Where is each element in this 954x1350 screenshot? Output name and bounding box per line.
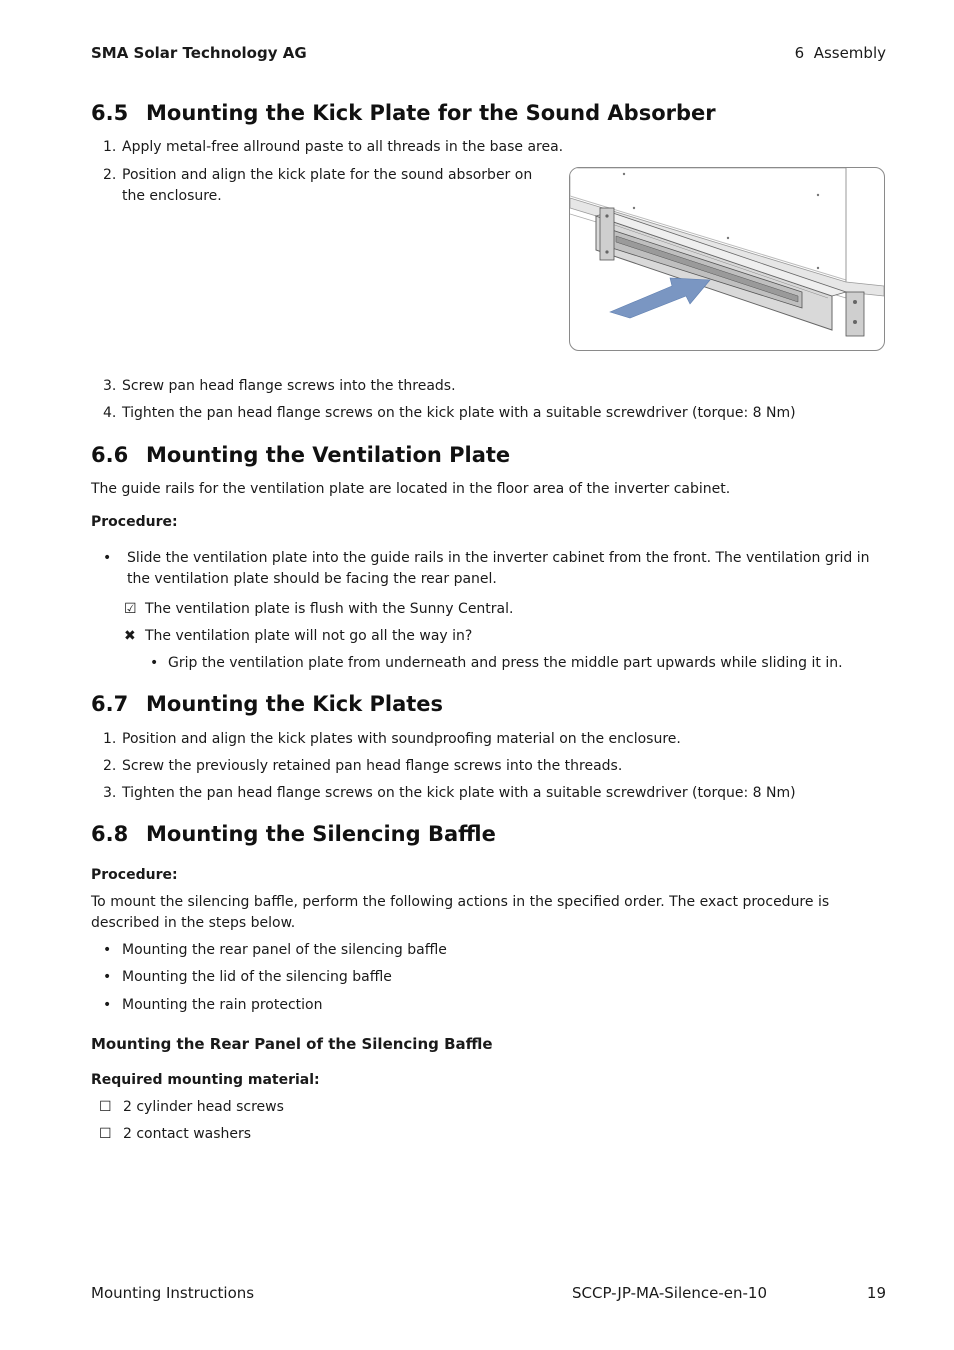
- list-item: • Mounting the rain protection: [103, 995, 322, 1016]
- footer-doc-type: Mounting Instructions: [91, 1284, 255, 1302]
- list-item: 1. Apply metal-free allround paste to all threads in the base area.: [103, 139, 564, 155]
- cross-icon: ✖: [124, 628, 136, 644]
- bullet-icon: •: [103, 550, 112, 566]
- list-item: • Mounting the rear panel of the silencing baffle: [103, 940, 447, 961]
- list-item: • Slide the ventilation plate into the guide rails in the inverter cabinet from the front. The ventilation grid in the ventilation plate should be facing the rear panel.: [103, 550, 870, 587]
- procedure-label: Procedure:: [91, 514, 178, 530]
- section-6-8-heading: [91, 822, 496, 846]
- list-item: • Grip the ventilation plate from underneath and press the middle part upwards while sliding it in.: [150, 653, 843, 674]
- bullet-icon: •: [150, 655, 159, 671]
- bullet-icon: •: [103, 942, 112, 958]
- footer-page-number: 19: [866, 1284, 886, 1302]
- list-item: • Mounting the lid of the silencing baffle: [103, 967, 392, 988]
- kick-plate-drawing: [570, 168, 884, 350]
- list-item: 2. Screw the previously retained pan head flange screws into the threads.: [103, 758, 623, 774]
- list-item: 2. Position and align the kick plate for the sound absorber on the enclosure.: [103, 167, 533, 204]
- subsection-title: Mounting the Rear Panel of the Silencing Baffle: [91, 1035, 493, 1053]
- material-item: ☐ 2 contact washers: [99, 1124, 251, 1145]
- list-item: 3. Screw pan head flange screws into the threads.: [103, 378, 456, 394]
- bullet-icon: •: [103, 969, 112, 985]
- procedure-label: Procedure:: [91, 867, 178, 883]
- kick-plate-illustration: [569, 167, 885, 351]
- footer-doc-id: SCCP-JP-MA-Silence-en-10: [572, 1284, 767, 1302]
- material-label: Required mounting material:: [91, 1072, 320, 1088]
- section-6-7-heading: [91, 692, 443, 716]
- section-title: Mounting the Kick Plates: [146, 692, 444, 716]
- header-chapter: 6 Assembly: [794, 44, 886, 62]
- checkbox-checked-icon: ☑: [124, 601, 137, 617]
- checkbox-empty-icon: ☐: [99, 1126, 112, 1142]
- section-number: 6.5: [91, 101, 129, 125]
- result-fail: ✖ The ventilation plate will not go all the way in?: [124, 626, 472, 647]
- result-ok: ☑ The ventilation plate is flush with the Sunny Central.: [124, 599, 513, 620]
- section-title: Mounting the Silencing Baffle: [146, 822, 496, 846]
- checkbox-empty-icon: ☐: [99, 1099, 112, 1115]
- section-title: Mounting the Ventilation Plate: [146, 443, 511, 467]
- bullet-icon: •: [103, 997, 112, 1013]
- section-6-5-heading: [91, 101, 716, 125]
- header-company: SMA Solar Technology AG: [91, 44, 307, 62]
- paragraph: To mount the silencing baffle, perform the following actions in the specified order. The exact procedure is described in the steps below.: [91, 894, 830, 931]
- list-item: 1. Position and align the kick plates with soundproofing material on the enclosure.: [103, 731, 681, 747]
- material-item: ☐ 2 cylinder head screws: [99, 1097, 284, 1118]
- list-item: 3. Tighten the pan head flange screws on the kick plate with a suitable screwdriver (torque: 8 Nm): [103, 785, 796, 801]
- section-number: 6.8: [91, 822, 129, 846]
- paragraph: The guide rails for the ventilation plate are located in the floor area of the inverter cabinet.: [91, 481, 731, 497]
- section-6-6-heading: [91, 443, 510, 467]
- section-title: Mounting the Kick Plate for the Sound Absorber: [146, 101, 716, 125]
- section-number: 6.7: [91, 692, 129, 716]
- list-item: 4. Tighten the pan head flange screws on the kick plate with a suitable screwdriver (torque: 8 Nm): [103, 405, 796, 421]
- section-number: 6.6: [91, 443, 129, 467]
